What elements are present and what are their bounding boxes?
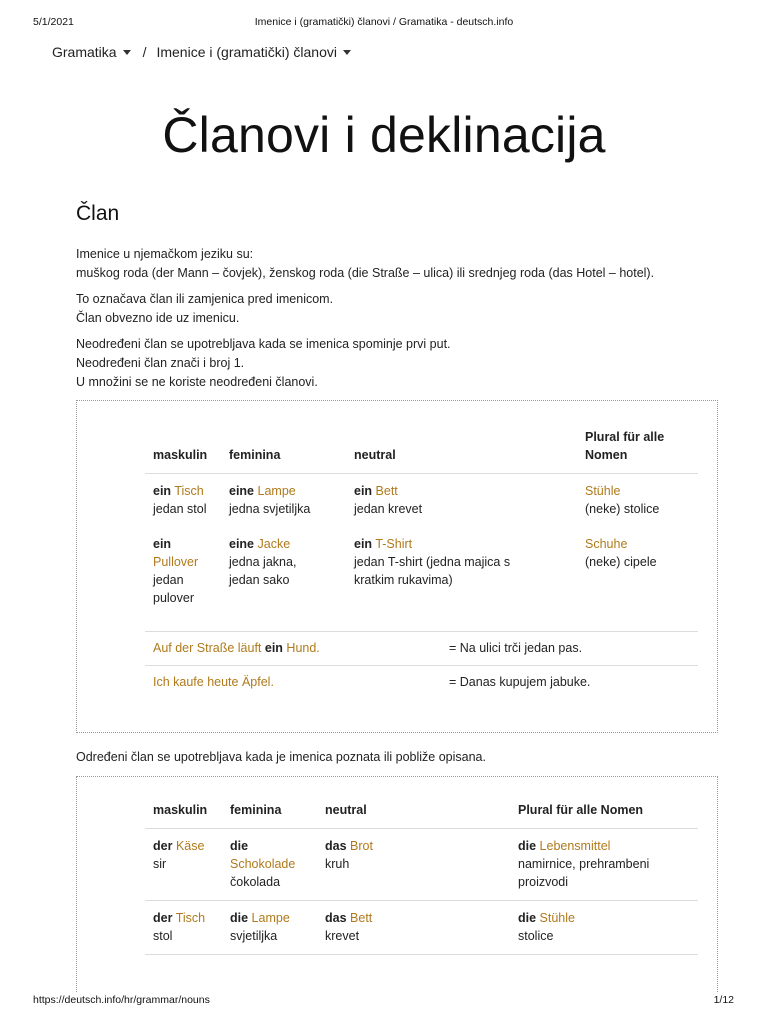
column-header-feminine: feminina [229, 448, 281, 462]
table-header-row [145, 425, 698, 474]
example-german: Ich kaufe heute Äpfel. [153, 675, 274, 689]
chevron-down-icon[interactable] [123, 50, 131, 55]
print-date: 5/1/2021 [33, 16, 74, 28]
paragraph-indefinite [76, 335, 451, 392]
table-cell: das Brot kruh [317, 829, 510, 901]
table-cell: ein Pullover jedan pulover [153, 537, 199, 605]
paragraph-line: Neodređeni član znači i broj 1. [76, 356, 245, 370]
table-cell: eine Lampe jedna svjetiljka [221, 474, 346, 528]
paragraph-line: Određeni član se upotrebljava kada je imenica poznata ili pobliže opisana. [76, 750, 486, 764]
indefinite-article-box [76, 400, 718, 733]
table-cell: das Bett krevet [317, 901, 510, 955]
page-title: Članovi i deklinacija [162, 107, 606, 163]
table-row-divider [145, 955, 698, 956]
section-title: Član [76, 202, 120, 225]
breadcrumb-item-gramatika[interactable]: Gramatika [52, 44, 117, 60]
indefinite-article-table [145, 425, 698, 616]
table-cell: der Tisch stol [145, 901, 222, 955]
table-cell: der Käse sir [145, 829, 222, 901]
table-cell: die Lampe svjetiljka [222, 901, 317, 955]
example-translation: = Danas kupujem jabuke. [449, 675, 591, 689]
table-cell: Schuhe (neke) cipele [585, 537, 657, 569]
column-header-neutral: neutral [325, 803, 367, 817]
column-header-feminine: feminina [230, 803, 282, 817]
page-number: 1/12 [713, 994, 734, 1006]
print-url: https://deutsch.info/hr/grammar/nouns [33, 994, 210, 1006]
breadcrumb [52, 44, 353, 60]
table-row [145, 527, 698, 616]
column-header-masculine: maskulin [153, 803, 208, 817]
column-header-plural: Plural für alle Nomen [518, 803, 644, 817]
paragraph-article-role [76, 290, 333, 328]
paragraph-line: U množini se ne koriste neodređeni članovi. [76, 375, 318, 389]
example-sentences [145, 631, 698, 699]
example-row [145, 631, 698, 665]
table-cell: ein Bett jedan krevet [346, 474, 577, 528]
definite-article-table [145, 801, 698, 956]
paragraph-line: To označava član ili zamjenica pred imenicom. [76, 292, 334, 306]
breadcrumb-item-imenice[interactable]: Imenice i (gramatički) članovi [156, 44, 337, 60]
table-cell: Stühle (neke) stolice [577, 474, 698, 528]
paragraph-line: Neodređeni član se upotrebljava kada se imenica spominje prvi put. [76, 337, 451, 351]
table-cell: ein Tisch jedan stol [145, 474, 221, 528]
definite-article-box [76, 776, 718, 992]
table-row [145, 829, 698, 901]
print-footer [0, 994, 768, 1008]
breadcrumb-separator: / [142, 44, 147, 60]
paragraph-line: muškog roda (der Mann – čovjek), ženskog roda (die Straße – ulica) ili srednjeg roda (das Hotel – hotel). [76, 266, 655, 280]
column-header-neutral: neutral [354, 448, 396, 462]
table-cell: die Stühle stolice [510, 901, 698, 955]
print-doc-title: Imenice i (gramatički) članovi / Gramatika - deutsch.info [254, 16, 514, 28]
table-row [145, 901, 698, 955]
print-header [0, 16, 768, 30]
paragraph-line: Član obvezno ide uz imenicu. [76, 311, 240, 325]
paragraph-definite [76, 748, 486, 767]
example-row [145, 665, 698, 699]
example-translation: = Na ulici trči jedan pas. [449, 641, 583, 655]
table-cell: die Lebensmittel namirnice, prehrambeni proizvodi [510, 829, 698, 901]
paragraph-line: Imenice u njemačkom jeziku su: [76, 247, 254, 261]
table-cell: ein T-Shirt jedan T-shirt (jedna majica s kratkim rukavima) [354, 537, 511, 587]
table-cell: eine Jacke jedna jakna, jedan sako [229, 537, 297, 587]
example-german: Auf der Straße läuft ein Hund. [153, 641, 320, 655]
table-cell: die Schokolade čokolada [222, 829, 317, 901]
table-row [145, 474, 698, 528]
column-header-masculine: maskulin [153, 448, 208, 462]
paragraph-intro [76, 245, 654, 283]
table-header-row [145, 801, 698, 829]
column-header-plural: Plural für alle Nomen [585, 430, 665, 462]
chevron-down-icon[interactable] [343, 50, 351, 55]
